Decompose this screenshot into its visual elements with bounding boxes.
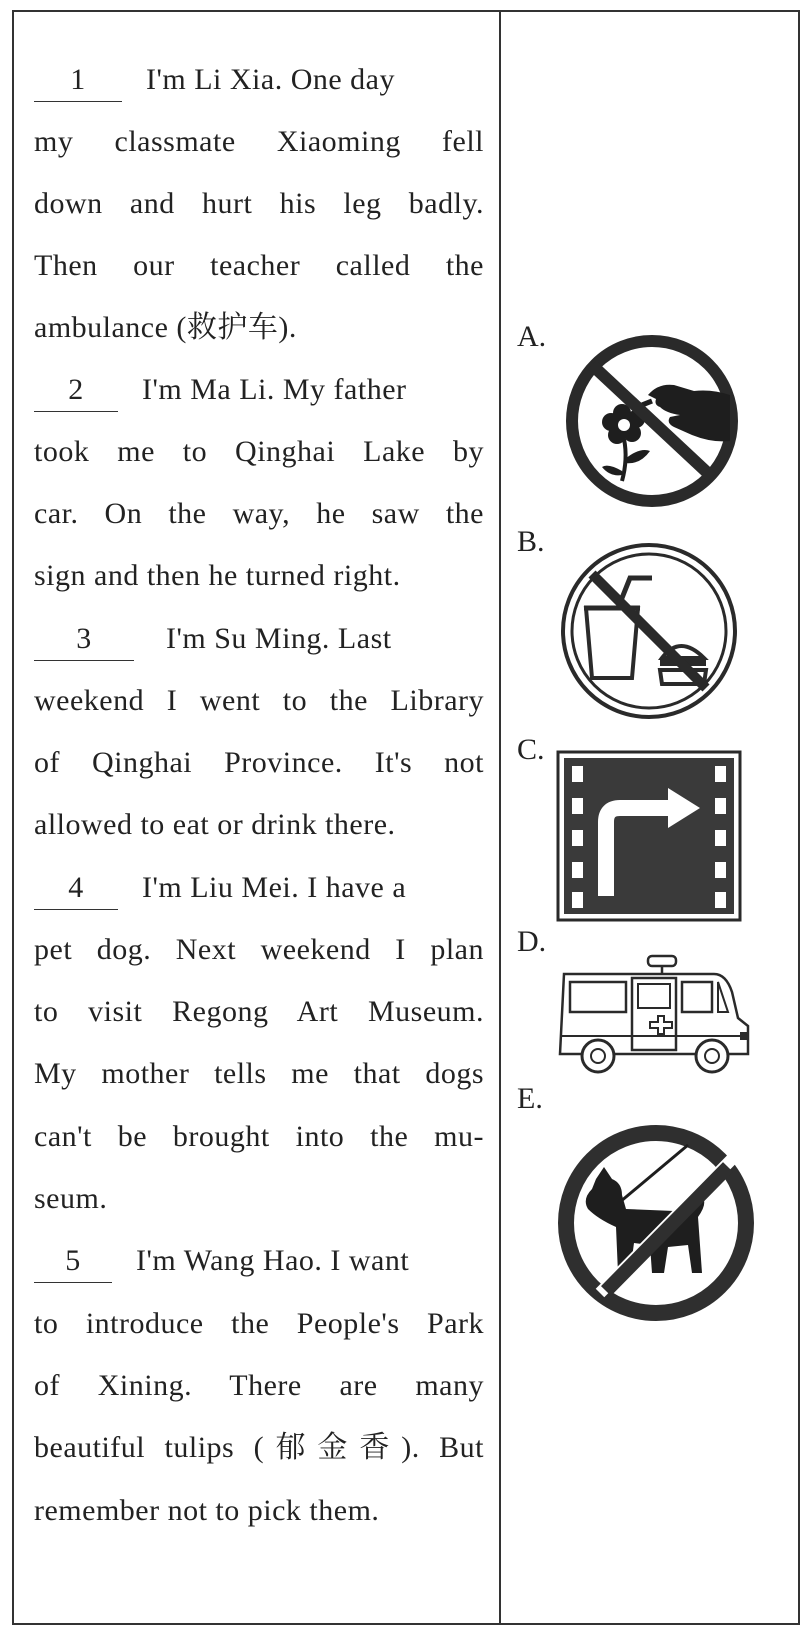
option-d-label: D. [517,925,547,958]
option-b-label: B. [517,525,545,558]
passage-1-line-2: my classmate Xiaoming fell [34,125,484,158]
no-dogs-sign-icon [556,1123,756,1323]
passage-2-line-3: car. On the way, he saw the [34,497,484,530]
passage-3-line-4: allowed to eat or drink there. [34,808,396,841]
passage-5-line-2: to introduce the People's Park [34,1307,484,1340]
no-food-or-drink-sign-icon [556,538,742,724]
passage-3-line-1 [34,617,484,661]
turn-right-sign-icon [556,750,742,922]
passage-1-line-5: ambulance (救护车). [34,311,297,344]
passage-4-line-4: My mother tells me that dogs [34,1057,484,1090]
column-divider [499,10,501,1625]
passage-3-line-2: weekend I went to the Library [34,684,484,717]
passage-1-line-3: down and hurt his leg badly. [34,187,484,220]
passage-4-line-5: can't be brought into the mu- [34,1120,484,1153]
passage-5-line-5: remember not to pick them. [34,1494,380,1527]
passage-4-line-6: seum. [34,1182,108,1215]
passage-3-line-3: of Qinghai Province. It's not [34,746,484,779]
passage-5-line-1 [34,1239,484,1283]
passage-1-text: I'm Li Xia. One day [146,63,396,96]
no-picking-flowers-sign-icon [562,331,742,511]
passage-2-line-2: took me to Qinghai Lake by [34,435,484,468]
passage-4-line-1 [34,866,484,910]
passage-2-line-4: sign and then he turned right. [34,559,401,592]
passage-4-line-2: pet dog. Next weekend I plan [34,933,484,966]
ambulance-icon [556,952,752,1084]
option-a-label: A. [517,320,547,353]
passage-4-line-3: to visit Regong Art Museum. [34,995,484,1028]
passage-1-line-4: Then our teacher called the [34,249,484,282]
option-e-label: E. [517,1082,543,1115]
passage-1-line-1 [34,58,484,102]
passage-3-text: I'm Su Ming. Last [166,622,392,655]
passage-5-line-4: beautiful tulips (郁金香). But [34,1431,484,1464]
answer-blank-5[interactable]: 5 [34,1244,112,1283]
answer-blank-2[interactable]: 2 [34,373,118,412]
answer-blank-1[interactable]: 1 [34,63,122,102]
passage-5-line-3: of Xining. There are many [34,1369,484,1402]
passage-2-line-1 [34,368,484,412]
passage-5-text: I'm Wang Hao. I want [136,1244,410,1277]
option-c-label: C. [517,733,545,766]
passage-2-text: I'm Ma Li. My father [142,373,407,406]
passage-4-text: I'm Liu Mei. I have a [142,871,407,904]
answer-blank-4[interactable]: 4 [34,871,118,910]
answer-blank-3[interactable]: 3 [34,622,134,661]
